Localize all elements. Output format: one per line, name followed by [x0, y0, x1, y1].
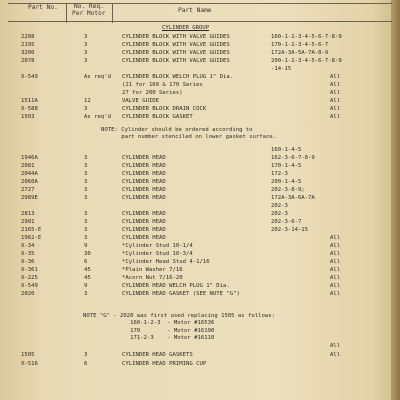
header-bottom-rule [8, 21, 392, 22]
table-row [0, 154, 400, 162]
part-name: *Cylinder Stud 10-1/4 [122, 243, 193, 249]
table-row [0, 194, 400, 202]
qty-required: 9 [84, 243, 88, 249]
part-name: CYLINDER HEAD [122, 179, 166, 185]
group-title: CYLINDER GROUP [162, 25, 210, 31]
model-numbers: 160-1-2-3-4-5-6-7-8-9 [271, 34, 342, 40]
qty-required: 3 [84, 352, 88, 358]
qty-required: 3 [84, 219, 88, 225]
part-name: CYLINDER BLOCK GASKET [122, 114, 193, 120]
model-numbers: 170-1-4-5 [271, 163, 302, 169]
model-numbers: 170-1-2-3-4-5-6-7 [271, 42, 329, 48]
qty-required: As req'd [84, 74, 111, 80]
model-numbers: 172A-3A-5A-7A-8-9 [271, 50, 329, 56]
part-number: 2813 [21, 211, 35, 217]
part-number: 1962-E [21, 235, 42, 241]
qty-required: As req'd [84, 114, 111, 120]
table-row [0, 162, 400, 170]
qty-required: 3 [84, 163, 88, 169]
applies-all: All [330, 98, 341, 104]
part-number: 2060A [21, 179, 38, 185]
part-number: 2208 [21, 34, 35, 40]
part-number: 2081 [21, 163, 35, 169]
part-name: CYLINDER HEAD [122, 187, 166, 193]
applies-all: All [330, 82, 341, 88]
part-name: CYLINDER HEAD [122, 195, 166, 201]
part-name: CYLINDER HEAD [122, 211, 166, 217]
applies-all: All [330, 352, 341, 358]
part-name: CYLINDER BLOCK WELCH PLUG 1" Dia. [122, 74, 234, 80]
table-row [0, 202, 400, 210]
qty-required: 3 [84, 227, 88, 233]
part-number: 2078 [21, 58, 35, 64]
table-row [0, 242, 400, 250]
part-number: X-35 [21, 251, 35, 257]
qty-required: 3 [84, 42, 88, 48]
model-numbers: 162-3-6-7-8-9 [271, 155, 315, 161]
part-name: *Cylinder Stud 10-3/4 [122, 251, 193, 257]
part-name: CYLINDER HEAD [122, 235, 166, 241]
applies-all: All [330, 90, 341, 96]
model-numbers: 200-1-4-5 [271, 179, 302, 185]
model-numbers: 160-1-4-5 [271, 147, 302, 153]
qty-required: 3 [84, 50, 88, 56]
table-row [0, 258, 400, 266]
part-name: *Cylinder Head Stud 4-1/16 [122, 259, 210, 265]
model-numbers: 202-3-8-9; [271, 187, 305, 193]
table-row [0, 178, 400, 186]
table-row [0, 113, 400, 121]
qty-required: 3 [84, 179, 88, 185]
applies-all: All [330, 74, 341, 80]
applies-all: All [330, 114, 341, 120]
part-number: 1946A [21, 155, 38, 161]
model-numbers: 202-3 [271, 203, 288, 209]
table-row [0, 351, 400, 359]
group-title-row [0, 24, 400, 32]
applies-all: All [330, 275, 341, 281]
applies-all: All [330, 235, 341, 241]
applies-all: All [330, 259, 341, 265]
table-row [0, 210, 400, 218]
part-name: CYLINDER HEAD PRIMING CUP [122, 361, 207, 367]
model-numbers: 172-3 [271, 171, 288, 177]
qty-required: 3 [84, 235, 88, 241]
table-row [0, 170, 400, 178]
part-number: X-549 [21, 283, 38, 289]
part-name: CYLINDER BLOCK WITH VALVE GUIDES [122, 42, 230, 48]
part-number: X-34 [21, 243, 35, 249]
part-number: 1503 [21, 114, 35, 120]
note-cylinder: NOTE: Cylinder should be ordered according to part number stenciled on lower gasket surface. [101, 127, 277, 141]
part-name: CYLINDER HEAD GASKET (SEE NOTE "G") [122, 291, 240, 297]
applies-all: All [330, 251, 341, 257]
qty-required: 6 [84, 259, 88, 265]
table-row [0, 33, 400, 41]
applies-all: All [330, 243, 341, 249]
table-row [0, 97, 400, 105]
qty-required: 3 [84, 211, 88, 217]
qty-required: 9 [84, 283, 88, 289]
table-row [0, 282, 400, 290]
model-numbers: 202-3 [271, 211, 288, 217]
part-number: 2727 [21, 187, 35, 193]
header-per-motor: Per Motor [72, 10, 106, 17]
part-number: 1511A [21, 98, 38, 104]
part-name: *Acorn Nut 7/16-20 [122, 275, 183, 281]
qty-required: 45 [84, 267, 91, 273]
part-number: 2195 [21, 42, 35, 48]
part-number: X-516 [21, 361, 38, 367]
qty-required: 3 [84, 195, 88, 201]
table-row [0, 105, 400, 113]
table-row [0, 89, 400, 97]
header-no-req: No. Req. [74, 3, 104, 10]
qty-required: 45 [84, 275, 91, 281]
part-number: X-361 [21, 267, 38, 273]
applies-all: All [330, 291, 341, 297]
part-name: CYLINDER HEAD WELCH PLUG 1" Dia. [122, 283, 230, 289]
part-number: 2020 [21, 291, 35, 297]
applies-all: All [330, 267, 341, 273]
part-number: X-549 [21, 74, 38, 80]
table-row [0, 57, 400, 65]
qty-required: 3 [84, 171, 88, 177]
part-name: CYLINDER HEAD [122, 219, 166, 225]
header-part-no: Part No. [28, 4, 58, 11]
qty-required: 30 [84, 251, 91, 257]
model-numbers: 202-3-6-7 [271, 219, 302, 225]
part-name: CYLINDER HEAD [122, 163, 166, 169]
part-name: CYLINDER BLOCK WITH VALVE GUIDES [122, 50, 230, 56]
part-name: CYLINDER BLOCK DRAIN COCK [122, 106, 207, 112]
part-number: 2989E [21, 195, 38, 201]
table-row [0, 81, 400, 89]
part-number: 3200 [21, 50, 35, 56]
part-name: CYLINDER HEAD [122, 155, 166, 161]
table-row [0, 360, 400, 368]
part-name: *Plain Washer 7/16 [122, 267, 183, 273]
part-number: X-36 [21, 259, 35, 265]
table-row [0, 186, 400, 194]
qty-required: 3 [84, 34, 88, 40]
part-name: CYLINDER HEAD GASKETS [122, 352, 193, 358]
part-number: 2901 [21, 219, 35, 225]
applies-all: All [330, 283, 341, 289]
table-row [0, 218, 400, 226]
part-number: X-588 [21, 106, 38, 112]
qty-required: 3 [84, 155, 88, 161]
qty-required: 6 [84, 361, 88, 367]
part-number: X-225 [21, 275, 38, 281]
qty-required: 3 [84, 106, 88, 112]
table-row [0, 274, 400, 282]
table-row [0, 41, 400, 49]
table-row [0, 290, 400, 298]
table-row [0, 226, 400, 234]
part-name: CYLINDER HEAD [122, 227, 166, 233]
table-row [0, 250, 400, 258]
qty-required: 12 [84, 98, 91, 104]
applies-all: All [330, 343, 341, 349]
qty-required: 3 [84, 291, 88, 297]
part-number: 2044A [21, 171, 38, 177]
header-col-divider [112, 3, 113, 23]
table-row [0, 342, 400, 350]
part-name: CYLINDER BLOCK WITH VALVE GUIDES [122, 58, 230, 64]
part-name: VALVE GUIDE [122, 98, 160, 104]
part-number: 1505 [21, 352, 35, 358]
table-row [0, 146, 400, 154]
model-numbers: 202-3-14-15 [271, 227, 309, 233]
qty-required: 3 [84, 58, 88, 64]
part-number: 2165-E [21, 227, 42, 233]
table-row [0, 49, 400, 57]
part-name: (21 for 160 & 170 Series [122, 82, 203, 88]
table-row [0, 73, 400, 81]
model-numbers: 172A-3A-6A-7A [271, 195, 315, 201]
note-g: NOTE "G" - 2020 was first used replacing 1505 as follows: 160-1-2-3 - Motor #16536 170 - Motor #16190 171-2-3 - Motor #16110 [83, 313, 275, 342]
model-numbers: 200-1-2-3-4-5-6-7-8-9 [271, 58, 342, 64]
table-row [0, 266, 400, 274]
part-name: 27 for 200 Series) [122, 90, 183, 96]
model-numbers: -14-15 [271, 66, 292, 72]
table-row [0, 65, 400, 73]
applies-all: All [330, 106, 341, 112]
part-name: CYLINDER HEAD [122, 171, 166, 177]
qty-required: 3 [84, 187, 88, 193]
table-row [0, 234, 400, 242]
part-name: CYLINDER BLOCK WITH VALVE GUIDES [122, 34, 230, 40]
header-part-name: Part Name [178, 7, 212, 14]
header-col-divider [66, 3, 67, 23]
